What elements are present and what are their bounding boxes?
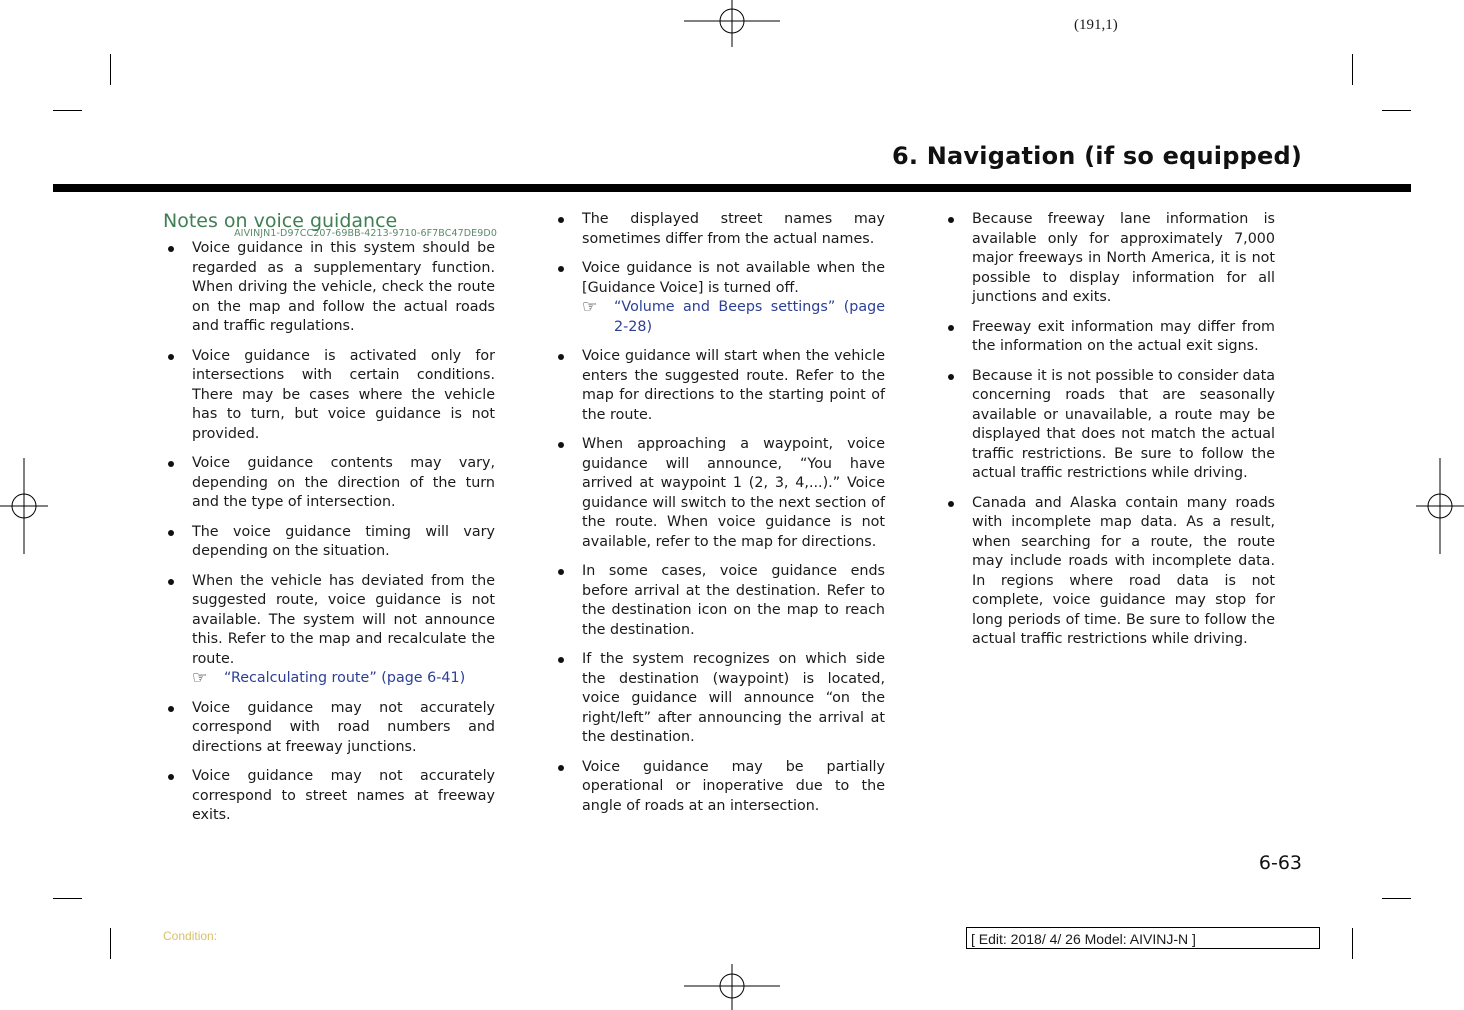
condition-label: Condition: [163,929,218,943]
bullet-icon [558,442,564,448]
chapter-title: 6. Navigation (if so equipped) [891,142,1302,170]
bullet-icon [558,217,564,223]
list-item: Freeway exit information may differ from the information on the actual exit signs. [943,318,1275,357]
bullet-icon [168,774,174,780]
list-item: Voice guidance is not available when the [Guidance Voice] is turned off. ☞ “Volume and Beeps settings” (page 2-28) [553,259,885,337]
column-2 [553,210,885,826]
crop-mark [1352,928,1353,959]
list-item: Voice guidance in this system should be regarded as a supplementary function. When driving the vehicle, check the route on the map and follow the actual roads and traffic regulations. [163,239,495,337]
bullet-icon [558,657,564,663]
bullet-list [163,239,495,826]
page-reference[interactable] [582,298,885,337]
bullet-icon [558,266,564,272]
bullet-icon [168,530,174,536]
bullet-list [553,210,885,816]
bullet-icon [168,354,174,360]
bullet-icon [948,325,954,331]
bullet-icon [948,374,954,380]
bullet-icon [168,706,174,712]
list-item: Voice guidance may not accurately correspond to street names at freeway exits. [163,767,495,826]
list-item: Voice guidance may be partially operational or inoperative due to the angle of roads at an intersection. [553,758,885,817]
bullet-icon [168,579,174,585]
list-item: Voice guidance contents may vary, depending on the direction of the turn and the type of intersection. [163,454,495,513]
bullet-icon [558,569,564,575]
page-code: (191,1) [1074,17,1118,33]
list-item: When the vehicle has deviated from the suggested route, voice guidance is not available. The system will not announce this. Refer to the map and recalculate the route. ☞ “Recalculating route” (page 6-41) [163,572,495,689]
column-1 [163,208,495,836]
list-item: Voice guidance will start when the vehicle enters the suggested route. Refer to the map for directions to the starting point of the route. [553,347,885,425]
crop-mark [1382,110,1411,111]
registration-mark-right [1416,458,1464,554]
pointing-hand-icon: ☞ [192,668,208,688]
bullet-icon [948,217,954,223]
list-item: The voice guidance timing will vary depending on the situation. [163,523,495,562]
crop-mark [53,898,82,899]
crop-mark [53,110,82,111]
list-item: When approaching a waypoint, voice guidance will announce, “You have arrived at waypoint 1 (2, 3, 4,...).” Voice guidance will switch to the next section of the route. When voice guidance is not available, refer to the map for directions. [553,435,885,552]
bullet-list [943,210,1275,650]
crop-mark [1352,54,1353,85]
page-reference[interactable] [192,669,495,689]
list-item: Voice guidance is activated only for intersections with certain conditions. There may be cases where the vehicle has to turn, but voice guidance is not provided. [163,347,495,445]
list-item: Because it is not possible to consider data concerning roads that are seasonally available or unavailable, a route may be displayed that does not match the actual traffic restrictions. Be sure to follow the actual traffic restrictions while driving. [943,367,1275,484]
registration-mark-left [0,458,48,554]
section-heading [163,208,495,242]
bullet-icon [168,461,174,467]
section-title: Notes on voice guidance [163,210,398,232]
edit-info-box: [ Edit: 2018/ 4/ 26 Model: AIVINJ-N ] [966,927,1320,949]
list-item: In some cases, voice guidance ends before arrival at the destination. Refer to the destination icon on the map to reach the destination. [553,562,885,640]
reference-link[interactable]: “Volume and Beeps settings” (page 2-28) [614,299,885,335]
list-item: Voice guidance may not accurately correspond with road numbers and directions at freeway junctions. [163,699,495,758]
registration-mark-top [684,0,780,48]
bullet-icon [948,501,954,507]
header-rule [53,184,1411,192]
list-item: Because freeway lane information is available only for approximately 7,000 major freeways in North America, it is not possible to display information for all junctions and exits. [943,210,1275,308]
bullet-icon [168,246,174,252]
crop-mark [1382,898,1411,899]
bullet-icon [558,765,564,771]
list-item: The displayed street names may sometimes differ from the actual names. [553,210,885,249]
list-item: If the system recognizes on which side the destination (waypoint) is located, voice guidance will announce “on the right/left” after announcing the arrival at the destination. [553,650,885,748]
reference-link[interactable]: “Recalculating route” (page 6-41) [224,670,466,686]
column-3 [943,210,1275,660]
bullet-icon [558,354,564,360]
section-code: AIVINJN1-D97CC207-69BB-4213-9710-6F7BC47DE9D0 [234,228,497,239]
pointing-hand-icon: ☞ [582,297,598,317]
page-number: 6-63 [1258,852,1302,874]
registration-mark-bottom [684,962,780,1010]
crop-mark [110,928,111,959]
list-item: Canada and Alaska contain many roads with incomplete map data. As a result, when searching for a route, the route may include roads with incomplete data. In regions where road data is not complete, voice guidance may stop for long periods of time. Be sure to follow the actual traffic restrictions while driving. [943,494,1275,650]
crop-mark [110,54,111,85]
